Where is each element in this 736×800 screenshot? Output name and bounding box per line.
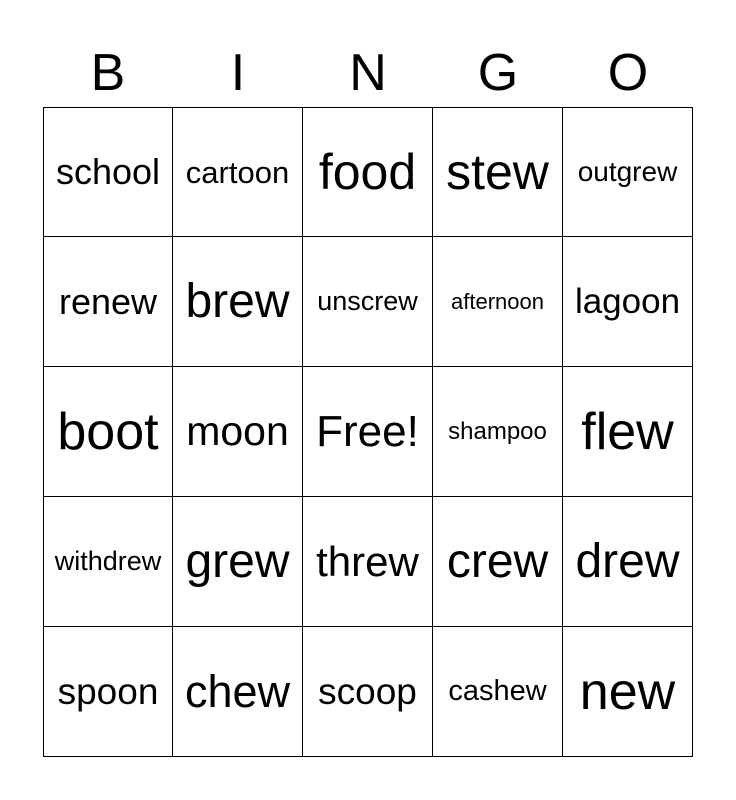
bingo-cell-flew[interactable]: flew — [563, 367, 693, 497]
bingo-cell-cashew[interactable]: cashew — [433, 627, 563, 757]
bingo-cell-chew[interactable]: chew — [173, 627, 303, 757]
bingo-cell-lagoon[interactable]: lagoon — [563, 237, 693, 367]
bingo-cell-stew[interactable]: stew — [433, 107, 563, 237]
bingo-board — [43, 107, 693, 757]
bingo-cell-school[interactable]: school — [43, 107, 173, 237]
bingo-cell-food[interactable]: food — [303, 107, 433, 237]
bingo-cell-grew[interactable]: grew — [173, 497, 303, 627]
bingo-cell-cartoon[interactable]: cartoon — [173, 107, 303, 237]
bingo-header — [43, 40, 693, 106]
bingo-cell-shampoo[interactable]: shampoo — [433, 367, 563, 497]
bingo-cell-crew[interactable]: crew — [433, 497, 563, 627]
bingo-cell-threw[interactable]: threw — [303, 497, 433, 627]
bingo-cell-withdrew[interactable]: withdrew — [43, 497, 173, 627]
bingo-cell-new[interactable]: new — [563, 627, 693, 757]
bingo-cell-afternoon[interactable]: afternoon — [433, 237, 563, 367]
bingo-cell-drew[interactable]: drew — [563, 497, 693, 627]
bingo-cell-scoop[interactable]: scoop — [303, 627, 433, 757]
bingo-cell-moon[interactable]: moon — [173, 367, 303, 497]
header-letter-i: I — [230, 44, 246, 102]
bingo-cell-outgrew[interactable]: outgrew — [563, 107, 693, 237]
header-letter-o: O — [607, 44, 649, 102]
bingo-cell-brew[interactable]: brew — [173, 237, 303, 367]
bingo-cell-renew[interactable]: renew — [43, 237, 173, 367]
bingo-cell-unscrew[interactable]: unscrew — [303, 237, 433, 367]
header-letter-n: N — [349, 44, 387, 102]
bingo-cell-boot[interactable]: boot — [43, 367, 173, 497]
bingo-cell-spoon[interactable]: spoon — [43, 627, 173, 757]
header-letter-b: B — [90, 44, 126, 102]
bingo-cell-free[interactable]: Free! — [303, 367, 433, 497]
header-letter-g: G — [477, 44, 519, 102]
